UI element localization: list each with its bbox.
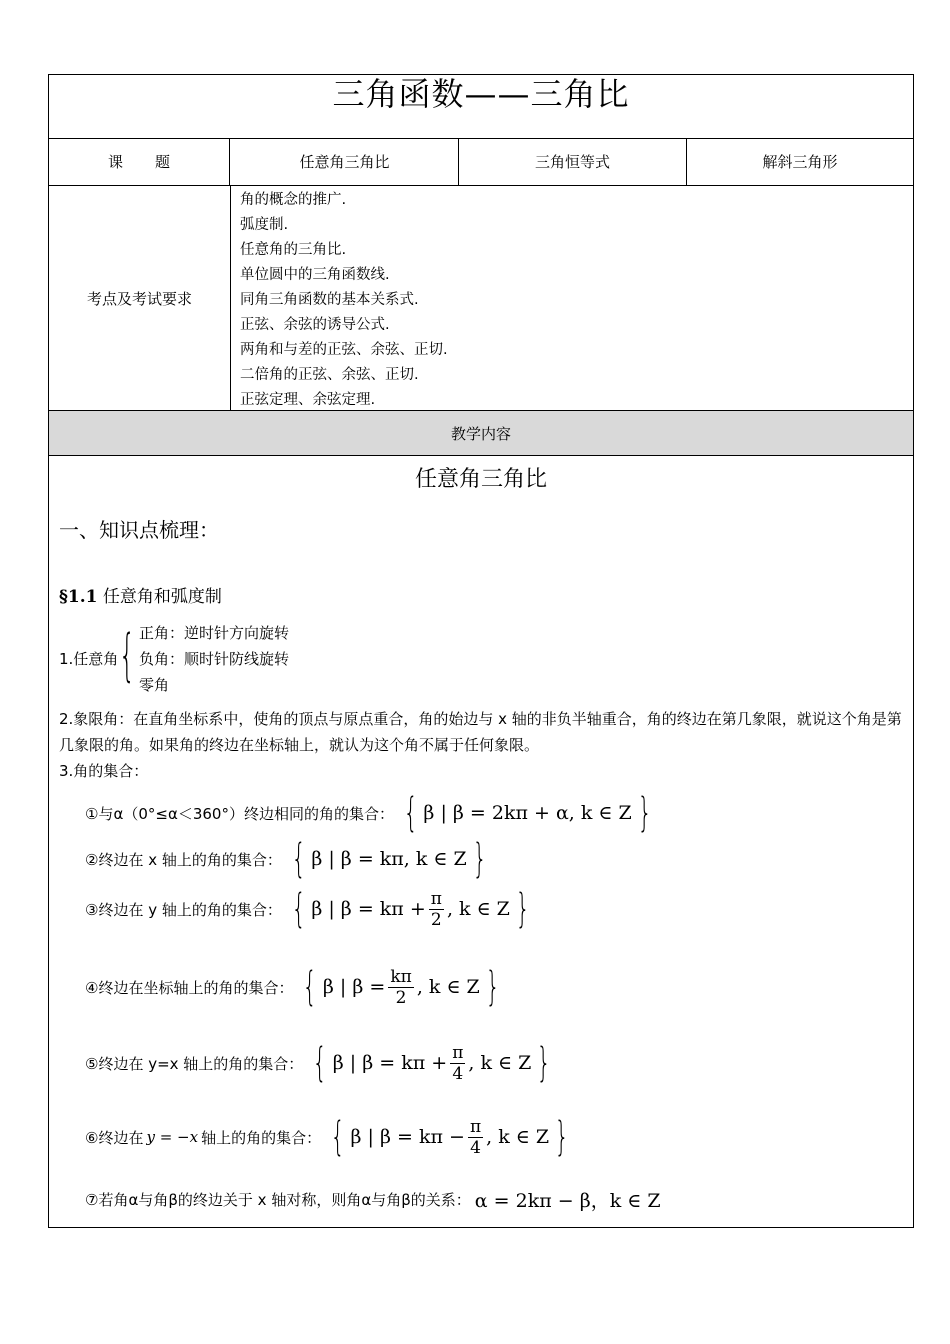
fraction-numerator: π (469, 1116, 482, 1137)
set-label: ④终边在坐标轴上的角的集合： (85, 978, 294, 997)
brace-icon: { (313, 1040, 328, 1086)
set-label: ①与α（0°≤α＜360°）终边相同的角的集合： (85, 804, 394, 823)
brace-icon: { (291, 886, 306, 932)
set-item (85, 790, 657, 836)
brace-icon: } (537, 1040, 552, 1086)
fraction (450, 1043, 465, 1084)
set-label: ⑤终边在 y=x 轴上的角的集合： (85, 1054, 304, 1073)
heading-subsection (59, 582, 222, 607)
formula-text: β | β = kπ, k ∈ Z (311, 848, 467, 870)
set-item (85, 1040, 557, 1086)
requirements-list (240, 188, 448, 413)
fraction-denominator: 4 (470, 1137, 481, 1158)
brace-icon: { (119, 623, 136, 688)
topic-1: 任意角三角比 (231, 138, 459, 185)
brace-icon: } (472, 836, 487, 882)
fraction-numerator: π (452, 1042, 464, 1063)
brace-icon: } (637, 790, 652, 836)
set-label: ⑥终边在 (85, 1128, 144, 1147)
subsection-number: §1.1 (59, 587, 98, 607)
fraction (429, 889, 444, 930)
label-math: y = −x (146, 1128, 199, 1146)
list-item: 二倍角的正弦、余弦、正切. (240, 367, 419, 383)
brace-icon: { (403, 790, 418, 836)
topic-label: 课题 (49, 138, 230, 185)
list-item: 负角：顺时针防线旋转 (139, 650, 290, 668)
set-label: 轴上的角的集合： (201, 1128, 322, 1147)
fraction-denominator: 4 (452, 1063, 464, 1084)
formula-text: , k ∈ Z (446, 898, 510, 920)
list-item: 单位圆中的三角函数线. (240, 267, 390, 283)
document-table (48, 74, 914, 1228)
formula-text: β | β = kπ + (311, 898, 426, 920)
page-title: 三角函数——三角比 (332, 75, 630, 113)
angle-set-heading: 3.角的集合： (59, 762, 149, 780)
set-item (85, 1114, 575, 1160)
list-item: 正角：逆时针方向旋转 (139, 624, 290, 642)
list-item: 两角和与差的正弦、余弦、正切. (240, 342, 448, 358)
fraction (388, 967, 413, 1008)
set-item (85, 836, 492, 882)
set-formula (307, 1040, 556, 1086)
heading-knowledge: 一、知识点梳理： (59, 518, 219, 542)
brace-icon: } (554, 1114, 569, 1160)
set-formula (398, 790, 657, 836)
content-area (49, 456, 913, 1228)
set-formula (325, 1114, 574, 1160)
brace-icon: } (515, 886, 530, 932)
fraction-numerator: kπ (390, 966, 412, 987)
fraction (468, 1117, 483, 1158)
set-formula (297, 964, 505, 1010)
formula-text: , k ∈ Z (468, 1052, 532, 1074)
topic-row (49, 138, 913, 186)
formula-text: β | β = kπ − (350, 1126, 465, 1148)
requirements-row (49, 186, 913, 411)
set-formula (286, 886, 535, 932)
quadrant-angle-paragraph: 2.象限角：在直角坐标系中，使角的顶点与原点重合，角的始边与 x 轴的非负半轴重合，角的终边在第几象限，就说这个角是第几象限的角。如果角的终边在坐标轴上，就认为这个角不属于任何象限。 (59, 710, 902, 754)
list-item: 同角三角函数的基本关系式. (240, 292, 419, 308)
set-formula (475, 1186, 661, 1213)
formula-text: β | β = kπ + (332, 1052, 448, 1074)
title-row (49, 75, 913, 139)
set-label: ⑦若角α与角β的终边关于 x 轴对称，则角α与角β的关系： (85, 1191, 471, 1209)
list-item: 角的概念的推广. (240, 192, 347, 208)
formula-text: , k ∈ Z (416, 976, 480, 998)
requirements-label: 考点及考试要求 (49, 186, 231, 410)
list-item: 正弦定理、余弦定理. (240, 392, 376, 408)
list-item: 零角 (139, 676, 170, 694)
set-label: ③终边在 y 轴上的角的集合： (85, 900, 282, 919)
formula-text: , k ∈ Z (486, 1126, 550, 1148)
list-item: 弧度制. (240, 217, 289, 233)
subsection-title: 任意角和弧度制 (102, 587, 222, 607)
fraction-denominator: 2 (395, 987, 407, 1008)
definition-lead: 1.任意角 (59, 650, 119, 668)
brace-icon: { (303, 964, 318, 1010)
set-item (85, 886, 535, 932)
brace-icon: } (485, 964, 500, 1010)
list-item: 正弦、余弦的诱导公式. (240, 317, 390, 333)
set-item (85, 1186, 661, 1213)
formula-text: β | β = (322, 976, 386, 998)
fraction-denominator: 2 (430, 909, 442, 930)
fraction-numerator: π (430, 888, 442, 909)
set-item (85, 964, 505, 1010)
list-item: 任意角的三角比. (240, 242, 347, 258)
topic-3: 解斜三角形 (762, 153, 838, 171)
set-label: ②终边在 x 轴上的角的集合： (85, 850, 282, 869)
definition-items (139, 620, 289, 698)
formula-text: β | β = 2kπ + α, k ∈ Z (423, 802, 632, 824)
brace-icon: { (291, 836, 306, 882)
topic-2: 三角恒等式 (459, 138, 687, 185)
brace-icon: { (330, 1114, 345, 1160)
formula-text: α = 2kπ − β，k ∈ Z (474, 1190, 661, 1212)
section-title: 任意角三角比 (414, 467, 547, 492)
teaching-content-band: 教学内容 (49, 411, 913, 456)
set-formula (286, 836, 492, 882)
